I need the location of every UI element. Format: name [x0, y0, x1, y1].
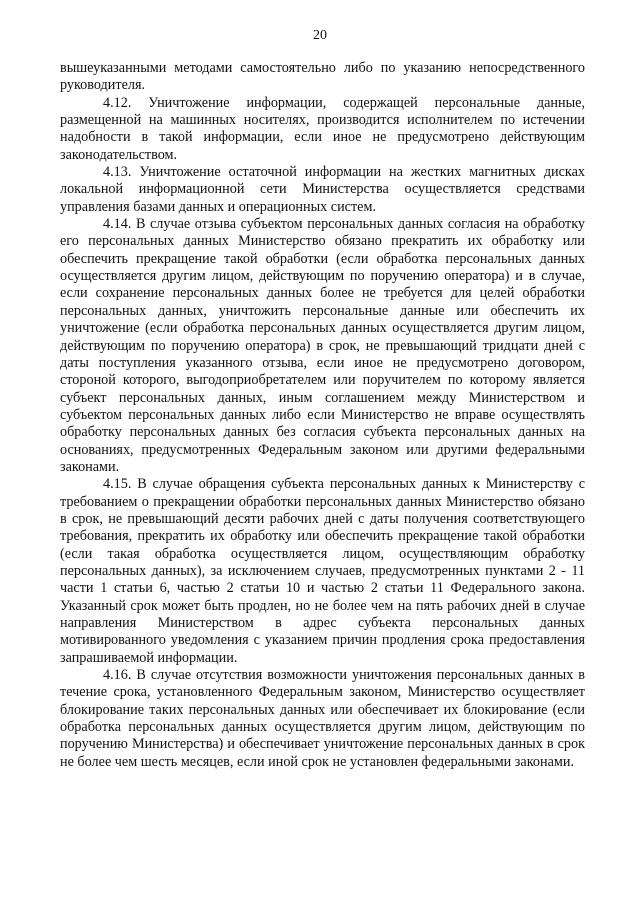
paragraph-4-15: 4.15. В случае обращения субъекта персональных данных к Министерству с требованием о прекращении обработки персональных данных Министерство обязано в срок, не превышающий десяти рабочих дней с даты получения соответствующего требования, прекратить их обработку или обеспечить прекращение такой обработки (если такая обработка осуществляется лицом, осуществляющим обработку персональных данных), за исключением случаев, предусмотренных пунктами 2 - 11 части 1 статьи 6, частью 2 статьи 10 и частью 2 статьи 11 Федерального закона. Указанный срок может быть продлен, но не более чем на пять рабочих дней в случае направления Министерством в адрес субъекта персональных данных мотивированного уведомления с указанием причин продления срока предоставления запрашиваемой информации. [60, 476, 585, 666]
paragraph-4-16: 4.16. В случае отсутствия возможности уничтожения персональных данных в течение срока, установленного Федеральным законом, Министерство осуществляет блокирование таких персональных данных или обеспечивает их блокирование (если обработка персональных данных осуществляется другим лицом, действующим по поручению Министерства) и обеспечивает уничтожение персональных данных в срок не более чем шесть месяцев, если иной срок не установлен федеральными законами. [60, 667, 585, 770]
paragraph-4-13: 4.13. Уничтожение остаточной информации на жестких магнитных дисках локальной информационной сети Министерства осуществляется средствами управления базами данных и операционных систем. [60, 164, 585, 215]
page-number: 20 [313, 28, 327, 43]
paragraph-continuation: вышеуказанными методами самостоятельно либо по указанию непосредственного руководителя. [60, 60, 585, 94]
document-body [60, 60, 585, 771]
paragraph-4-12: 4.12. Уничтожение информации, содержащей персональные данные, размещенной на машинных носителях, производится исполнителем по истечении надобности в такой информации, если иное не предусмотрено действующим законодательством. [60, 94, 585, 163]
paragraph-4-14: 4.14. В случае отзыва субъектом персональных данных согласия на обработку его персональных данных Министерство обязано прекратить их обработку или обеспечить прекращение такой обработки (если обработка персональных данных осуществляется другим лицом, действующим по поручению оператора) и в случае, если сохранение персональных данных более не требуется для целей обработки персональных данных, уничтожить персональные данные или обеспечить их уничтожение (если обработка персональных данных осуществляется другим лицом, действующим по поручению оператора) в срок, не превышающий тридцати дней с даты поступления указанного отзыва, если иное не предусмотрено договором, стороной которого, выгодоприобретателем или поручителем по которому является субъект персональных данных, иным соглашением между Министерством и субъектом персональных данных либо если Министерство не вправе осуществлять обработку персональных данных без согласия субъекта персональных данных на основаниях, предусмотренных Федеральным законом или другими федеральными законами. [60, 216, 585, 475]
